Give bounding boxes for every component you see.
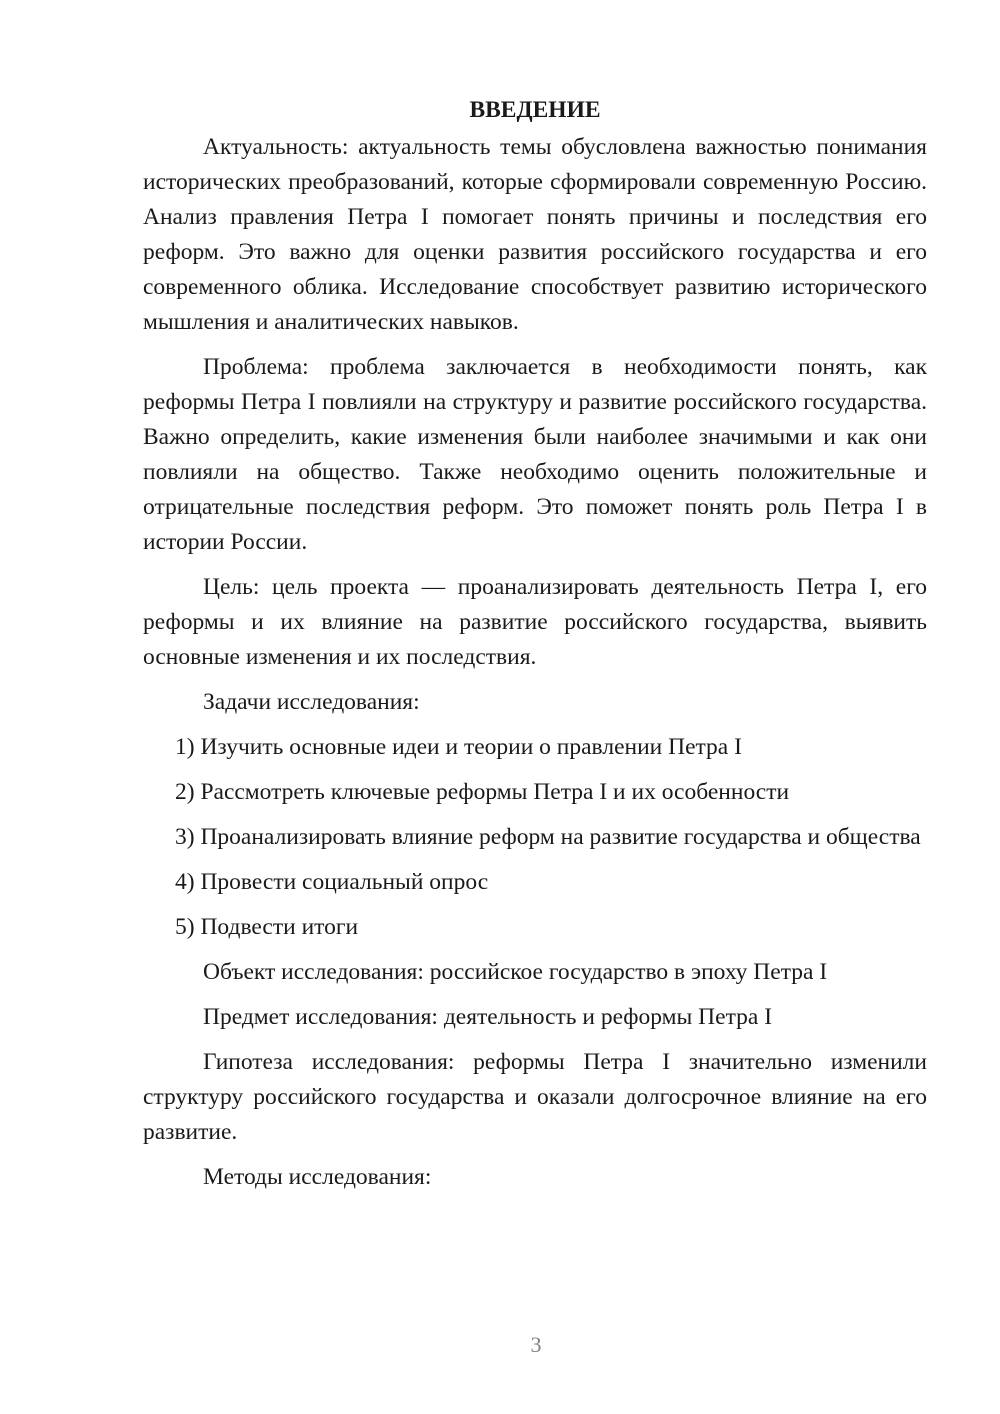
problem-paragraph: Проблема: проблема заключается в необходимости понять, как реформы Петра I повлияли на структуру и развитие российского государства. Важно определить, какие изменения были наиболее значимыми и как они повлияли на общество. Также необходимо оценить положительные и отрицательные последствия реформ. Это поможет понять роль Петра I в истории России. [143, 354, 927, 555]
task-item: 2) Рассмотреть ключевые реформы Петра I и их особенности [175, 779, 790, 805]
section-heading: ВВЕДЕНИЕ [469, 97, 601, 123]
task-item: 3) Проанализировать влияние реформ на развитие государства и общества [175, 824, 921, 850]
page-content [143, 93, 927, 1205]
goal-paragraph: Цель: цель проекта — проанализировать деятельность Петра I, его реформы и их влияние на развитие российского государства, выявить основные изменения и их последствия. [143, 574, 927, 670]
research-object: Объект исследования: российское государство в эпоху Петра I [203, 959, 828, 985]
task-item: 4) Провести социальный опрос [175, 869, 489, 895]
hypothesis-paragraph: Гипотеза исследования: реформы Петра I значительно изменили структуру российского государства и оказали долгосрочное влияние на его развитие. [143, 1049, 927, 1145]
relevance-paragraph: Актуальность: актуальность темы обусловлена важностью понимания исторических преобразований, которые сформировали современную Россию. Анализ правления Петра I помогает понять причины и последствия его реформ. Это важно для оценки развития российского государства и его современного облика. Исследование способствует развитию исторического мышления и аналитических навыков. [143, 134, 927, 335]
task-item: 5) Подвести итоги [175, 914, 359, 940]
task-item: 1) Изучить основные идеи и теории о правлении Петра I [175, 734, 742, 760]
research-subject: Предмет исследования: деятельность и реформы Петра I [203, 1004, 773, 1030]
tasks-label: Задачи исследования: [203, 689, 420, 715]
page-number: 3 [530, 1332, 542, 1357]
methods-label: Методы исследования: [203, 1164, 432, 1190]
